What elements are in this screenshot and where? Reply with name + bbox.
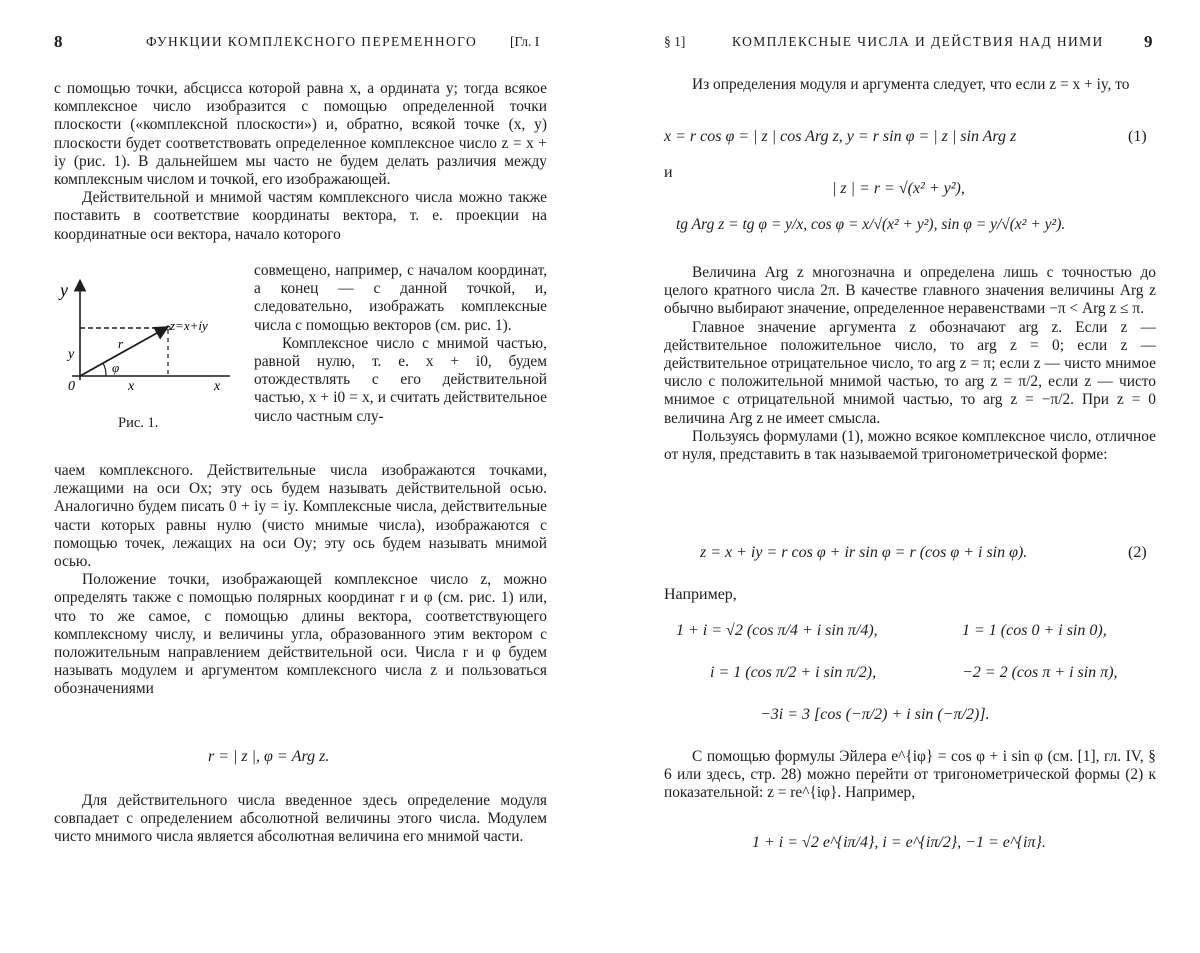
angle-arc <box>103 363 106 376</box>
paragraph <box>664 264 1156 464</box>
chapter-label: [Гл. I <box>510 34 540 49</box>
conjunction: и <box>664 164 673 181</box>
equation-number: (2) <box>1128 544 1147 561</box>
x-axis-label: x <box>214 379 221 394</box>
right-page <box>600 0 1200 953</box>
figure-1 <box>54 276 244 406</box>
paragraph-text: Пользуясь формулами (1), можно всякое комплексное число, отличное от нуля, представить в так называемой тригонометрической форме: <box>664 427 1156 464</box>
figure-caption: Рис. 1. <box>118 415 159 431</box>
side-paragraph <box>254 262 547 426</box>
equation-number: (1) <box>1128 128 1147 145</box>
paragraph-text: С помощью формулы Эйлера e^{iφ} = cos φ + i sin φ (см. [1], гл. IV, § 6 или здесь, стр. 28) можно перейти от тригонометрической формы (2) к показательной: z = re^{iφ}. Например, <box>664 748 1156 802</box>
y-axis-label: y <box>60 280 68 300</box>
paragraph <box>664 76 1156 94</box>
point-label: z=x+iy <box>170 318 208 333</box>
example-equation: 1 + i = √2 (cos π/4 + i sin π/4), <box>676 622 878 639</box>
running-title: ФУНКЦИИ КОМПЛЕКСНОГО ПЕРЕМЕННОГО <box>146 34 478 49</box>
paragraph-text: Действительной и мнимой частям комплексного числа можно также поставить в соответствие координаты вектора, т. е. проекции на координатные оси вектора, начало которого <box>54 189 547 243</box>
page-number: 9 <box>1144 32 1153 51</box>
paragraph <box>664 748 1156 803</box>
paragraph <box>54 462 547 699</box>
equation-1: x = r cos φ = | z | cos Arg z, y = r sin φ = | z | sin Arg z <box>664 128 1017 145</box>
example-equation: 1 = 1 (cos 0 + i sin 0), <box>962 622 1107 639</box>
y-proj-label: y <box>68 347 75 362</box>
equation-polar: r = | z |, φ = Arg z. <box>208 748 330 765</box>
paragraph-text: Для действительного числа введенное здесь определение модуля совпадает с определением абсолютной величины этого числа. Модулем чисто мнимого числа является абсолютная величина его мнимой части. <box>54 792 547 846</box>
equation-exponential: 1 + i = √2 e^{iπ/4}, i = e^{iπ/2}, −1 = e^{iπ}. <box>752 834 1046 851</box>
paragraph-text: Главное значение аргумента z обозначают arg z. Если z — действительное положительное число, то arg z = 0; если z — действительное отрицательное число, то arg z = π; если z — чисто мнимое число с положительной мнимой частью, то arg z = π/2, если z — чисто мнимое с отрицательной мнимой частью, то arg z = −π/2. При z = 0 величина Arg z не имеет смысла. <box>664 318 1156 427</box>
paragraph-text: Из определения модуля и аргумента следует, что если z = x + iy, то <box>692 76 1130 93</box>
example-equation: −2 = 2 (cos π + i sin π), <box>962 664 1118 681</box>
equation-trig: tg Arg z = tg φ = y/x, cos φ = x/√(x² + y²), sin φ = y/√(x² + y²). <box>676 216 1066 233</box>
paragraph-text: Комплексное число с мнимой частью, равной нулю, т. е. x + i0, будем отождествлять с его действительной частью, x + i0 = x, и считать действительное число частным слу- <box>254 334 547 425</box>
example-equation: i = 1 (cos π/2 + i sin π/2), <box>710 664 877 681</box>
paragraph <box>54 792 547 847</box>
paragraph-text: совмещено, например, с началом координат, а конец — с данной точкой, и, следовательно, изображать комплексные числа с помощью векторов (см. рис. 1). <box>254 262 547 334</box>
paragraph-text: Величина Arg z многозначна и определена лишь с точностью до целого кратного числа 2π. В качестве главного значения величины Arg z обычно выбирают значение, определенное неравенствами −π < Arg z ≤ π. <box>664 264 1156 318</box>
paragraph-text: Положение точки, изображающей комплексное число z, можно определять также с помощью полярных координат r и φ (см. рис. 1) или, что то же самое, с помощью длины вектора, соответствующего комплексному числу, и величины угла, образованного этим вектором с положительным направлением действительной оси. Числа r и φ будем называть модулем и аргументом комплексного числа z и пользоваться обозначениями <box>54 571 547 698</box>
paragraph-text: с помощью точки, абсцисса которой равна x, а ордината y; тогда всякое комплексное число изобразится с помощью определенной точки плоскости («комплексной плоскости») и, обратно, всякой точке (x, y) плоскости будет соответствовать определенное комплексное число z = x + iy (рис. 1). В дальнейшем мы часто не будем делать различия между комплексным числом и точкой, его изображающей. <box>54 80 547 189</box>
running-title: КОМПЛЕКСНЫЕ ЧИСЛА И ДЕЙСТВИЯ НАД НИМИ <box>732 34 1104 49</box>
page-number: 8 <box>54 32 63 51</box>
equation-2: z = x + iy = r cos φ + ir sin φ = r (cos φ + i sin φ). <box>700 544 1028 561</box>
x-proj-label: x <box>128 379 135 394</box>
r-label: r <box>118 336 124 351</box>
example-label: Например, <box>664 586 737 603</box>
phi-label: φ <box>112 360 120 375</box>
origin-label: 0 <box>68 379 75 394</box>
paragraph-text: чаем комплексного. Действительные числа изображаются точками, лежащими на оси Ox; эту ось будем называть действительной осью. Аналогично будем писать 0 + iy = iy. Комплексные числа, действительные части которых равны нулю (чисто мнимые числа), изображаются с помощью точек, лежащих на оси Oy; эту ось будем называть мнимой осью. <box>54 462 547 571</box>
example-equation: −3i = 3 [cos (−π/2) + i sin (−π/2)]. <box>760 706 990 723</box>
paragraph <box>54 80 547 244</box>
equation-modulus: | z | = r = √(x² + y²), <box>832 180 965 197</box>
section-label: § 1] <box>664 34 686 49</box>
